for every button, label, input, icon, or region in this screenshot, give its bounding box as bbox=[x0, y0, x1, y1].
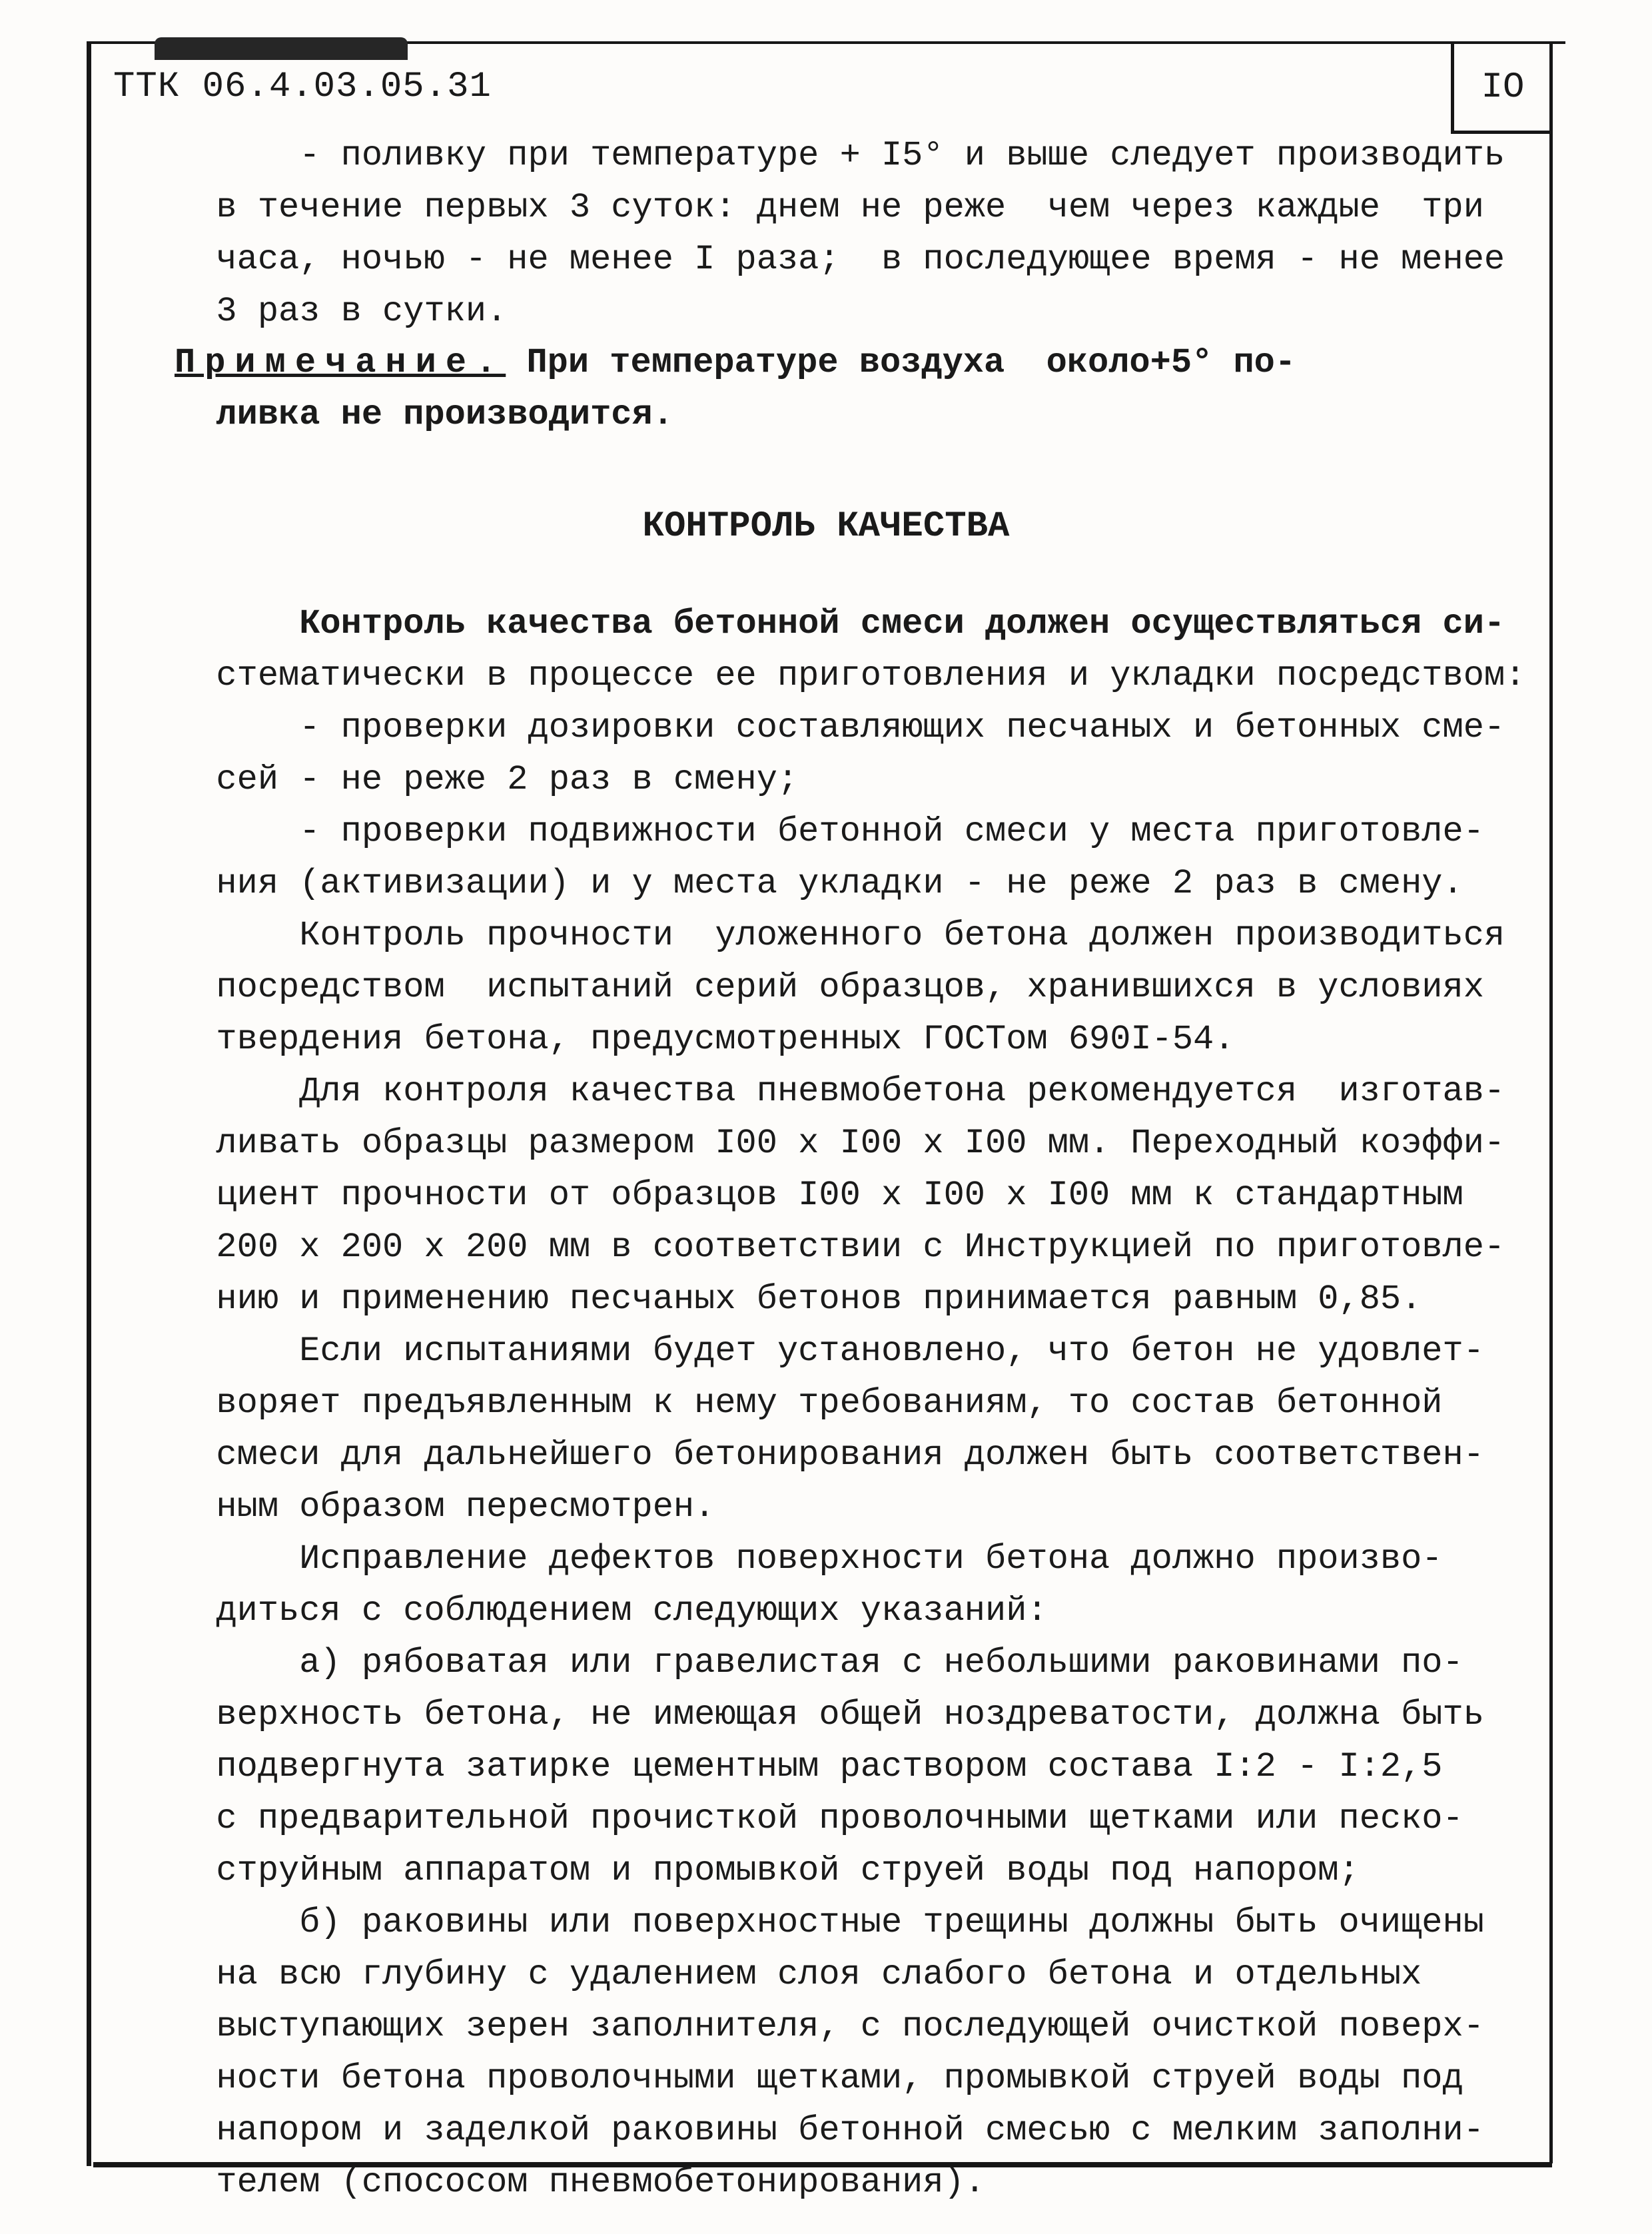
note-line-2: ливка не производится. bbox=[175, 395, 673, 434]
text-line: Для контроля качества пневмобетона рекомендуется изготав- bbox=[175, 1072, 1505, 1111]
note-label: Примечание. bbox=[175, 343, 506, 382]
text-line: ливать образцы размером I00 x I00 x I00 мм. Переходный коэффи- bbox=[175, 1124, 1505, 1163]
text-line: - проверки подвижности бетонной смеси у места приготовле- bbox=[175, 812, 1484, 851]
text-line: смеси для дальнейшего бетонирования должен быть соответствен- bbox=[175, 1435, 1484, 1475]
frame-right-line bbox=[1549, 41, 1553, 2163]
text-line: твердения бетона, предусмотренных ГОСТом 690I-54. bbox=[175, 1020, 1235, 1059]
text-line: воряет предъявленным к нему требованиям, то состав бетонной bbox=[175, 1383, 1443, 1423]
text-line: - проверки дозировки составляющих песчаных и бетонных сме- bbox=[175, 708, 1505, 747]
text-line: Если испытаниями будет установлено, что бетон не удовлет- bbox=[175, 1331, 1484, 1371]
text-line: напором и заделкой раковины бетонной смесью с мелким заполни- bbox=[175, 2111, 1484, 2150]
section-heading: КОНТРОЛЬ КАЧЕСТВА bbox=[642, 506, 1010, 547]
page-number: IO bbox=[1451, 44, 1551, 134]
text-line: ния (активизации) и у места укладки - не реже 2 раз в смену. bbox=[175, 864, 1463, 903]
text-line: а) рябоватая или гравелистая с небольшими раковинами по- bbox=[175, 1643, 1463, 1682]
text-line: диться с соблюдением следующих указаний: bbox=[175, 1591, 1048, 1631]
text-line: подвергнута затирке цементным раствором состава I:2 - I:2,5 bbox=[175, 1747, 1443, 1786]
text-line: на всю глубину с удалением слоя слабого бетона и отдельных bbox=[175, 1955, 1422, 1994]
text-line: сей - не реже 2 раз в смену; bbox=[175, 760, 799, 799]
text-line: часа, ночью - не менее I раза; в последующее время - не менее bbox=[175, 240, 1505, 279]
note-line-1 bbox=[175, 337, 1487, 389]
text-line: б) раковины или поверхностные трещины должны быть очищены bbox=[175, 1903, 1484, 1942]
text-line: Контроль качества бетонной смеси должен осуществляться си- bbox=[175, 604, 1505, 643]
text-line: выступающих зерен заполнителя, с последующей очисткой поверх- bbox=[175, 2007, 1484, 2046]
text-line: - поливку при температуре + I5° и выше следует производить bbox=[175, 136, 1505, 175]
text-line: циент прочности от образцов I00 x I00 x I00 мм к стандартным bbox=[175, 1176, 1463, 1215]
text-line: Контроль прочности уложенного бетона должен производиться bbox=[175, 916, 1505, 955]
text-line: нию и применению песчаных бетонов принимается равным 0,85. bbox=[175, 1280, 1422, 1319]
text-line: 3 раз в сутки. bbox=[175, 292, 508, 331]
note-text: При температуре воздуха около+5° по- bbox=[506, 343, 1296, 382]
text-line: посредством испытаний серий образцов, хранившихся в условиях bbox=[175, 968, 1484, 1007]
text-line: стематически в процессе ее приготовления и укладки посредством: bbox=[175, 656, 1526, 695]
text-line: верхность бетона, не имеющая общей ноздреватости, должна быть bbox=[175, 1695, 1484, 1734]
text-line: Исправление дефектов поверхности бетона должно произво- bbox=[175, 1539, 1443, 1579]
stamp-remnant bbox=[155, 37, 408, 60]
text-line: с предварительной прочисткой проволочными щетками или песко- bbox=[175, 1799, 1463, 1838]
frame-left-line bbox=[87, 41, 91, 2166]
text-line: ности бетона проволочными щетками, промывкой струей воды под bbox=[175, 2059, 1463, 2098]
text-line: ным образом пересмотрен. bbox=[175, 1487, 715, 1527]
document-code: ТТК 06.4.03.05.31 bbox=[113, 67, 492, 107]
text-line: телем (спососом пневмобетонирования). bbox=[175, 2163, 985, 2202]
text-line: струйным аппаратом и промывкой струей воды под напором; bbox=[175, 1851, 1360, 1890]
text-line: в течение первых 3 суток: днем не реже чем через каждые три bbox=[175, 188, 1484, 227]
text-line: 200 x 200 x 200 мм в соответствии с Инструкцией по приготовле- bbox=[175, 1228, 1505, 1267]
